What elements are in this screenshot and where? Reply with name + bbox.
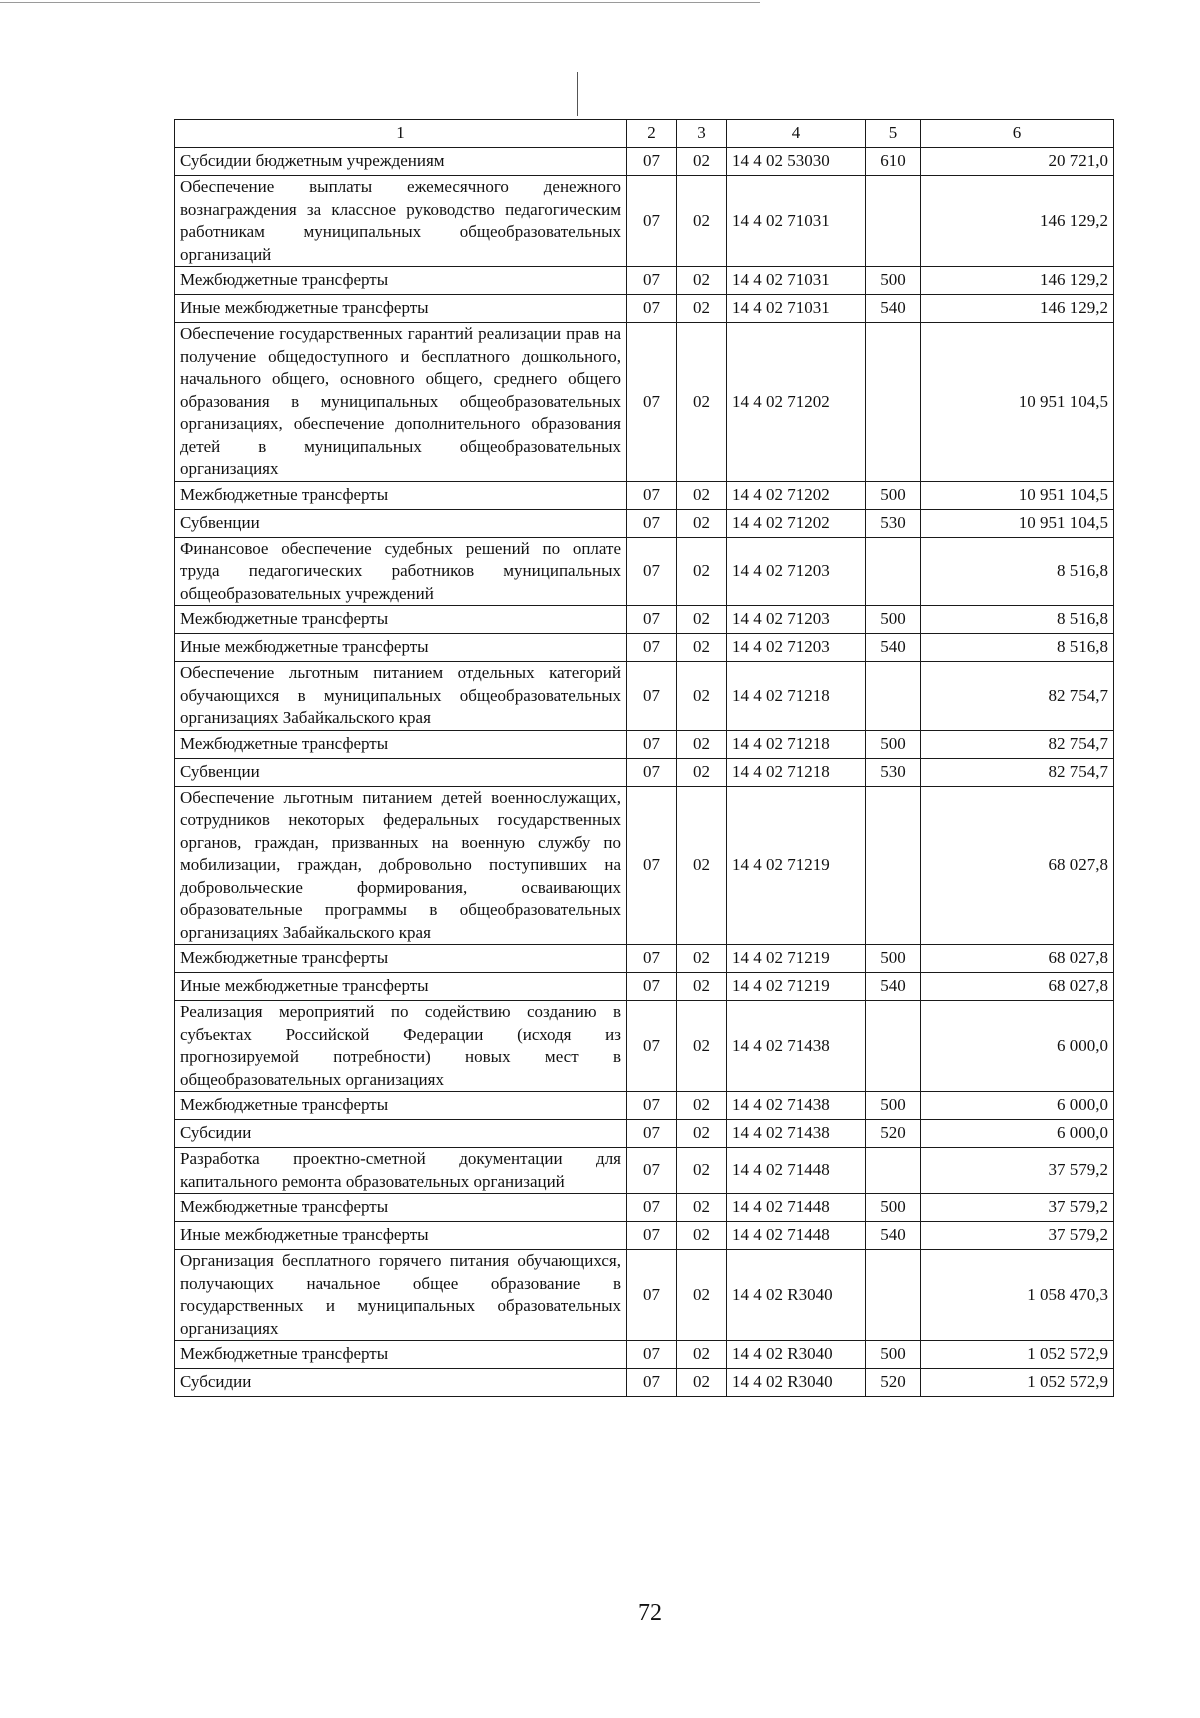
row-expense-type-cell: 520: [866, 1369, 921, 1397]
table-row: [175, 634, 1114, 662]
row-subsection-cell: 02: [677, 1120, 727, 1148]
row-amount-cell: 82 754,7: [921, 758, 1114, 786]
header-col-4: 4: [727, 120, 866, 148]
row-name-cell: Иные межбюджетные трансферты: [175, 634, 627, 662]
table-row: [175, 973, 1114, 1001]
row-amount-cell: 68 027,8: [921, 786, 1114, 945]
row-expense-type-cell: [866, 537, 921, 606]
row-name-cell: Иные межбюджетные трансферты: [175, 973, 627, 1001]
row-name-cell: Субвенции: [175, 758, 627, 786]
row-target-article-cell: 14 4 02 R3040: [727, 1369, 866, 1397]
row-subsection-cell: 02: [677, 1222, 727, 1250]
header-col-1: 1: [175, 120, 627, 148]
row-section-cell: 07: [627, 267, 677, 295]
row-amount-cell: 37 579,2: [921, 1148, 1114, 1194]
row-name-cell: Субсидии бюджетным учреждениям: [175, 148, 627, 176]
table-row: [175, 1369, 1114, 1397]
row-name-cell: Организация бесплатного горячего питания обучающихся, получающих начальное общее образование в государственных и муниципальных образовательных организациях: [175, 1250, 627, 1341]
row-expense-type-cell: 500: [866, 945, 921, 973]
row-expense-type-cell: [866, 323, 921, 482]
row-section-cell: 07: [627, 1148, 677, 1194]
row-name-cell: Обеспечение государственных гарантий реализации прав на получение общедоступного и бесплатного дошкольного, начального общего, основного общего, среднего общего образования в муниципальных общеобразовательных организациях, обеспечение дополнительного образования детей в муниципальных общеобразовательных организациях: [175, 323, 627, 482]
row-target-article-cell: 14 4 02 71203: [727, 537, 866, 606]
row-name-cell: Реализация мероприятий по содействию созданию в субъектах Российской Федерации (исходя из прогнозируемой потребности) новых мест в общеобразовательных организациях: [175, 1001, 627, 1092]
row-name-cell: Межбюджетные трансферты: [175, 606, 627, 634]
row-amount-cell: 8 516,8: [921, 537, 1114, 606]
row-target-article-cell: 14 4 02 71031: [727, 295, 866, 323]
row-subsection-cell: 02: [677, 537, 727, 606]
row-section-cell: 07: [627, 323, 677, 482]
header-col-2: 2: [627, 120, 677, 148]
row-expense-type-cell: 540: [866, 295, 921, 323]
row-section-cell: 07: [627, 634, 677, 662]
table-row: [175, 730, 1114, 758]
row-name-cell: Обеспечение выплаты ежемесячного денежного вознаграждения за классное руководство педагогическим работникам муниципальных общеобразовательных организаций: [175, 176, 627, 267]
table-row: [175, 267, 1114, 295]
row-name-cell: Межбюджетные трансферты: [175, 945, 627, 973]
header-col-6: 6: [921, 120, 1114, 148]
row-subsection-cell: 02: [677, 323, 727, 482]
row-subsection-cell: 02: [677, 1001, 727, 1092]
row-amount-cell: 1 052 572,9: [921, 1369, 1114, 1397]
row-section-cell: 07: [627, 148, 677, 176]
row-section-cell: 07: [627, 1092, 677, 1120]
row-name-cell: Межбюджетные трансферты: [175, 481, 627, 509]
table-row: [175, 1120, 1114, 1148]
row-name-cell: Разработка проектно-сметной документации для капитального ремонта образовательных организаций: [175, 1148, 627, 1194]
row-name-cell: Иные межбюджетные трансферты: [175, 1222, 627, 1250]
row-expense-type-cell: 500: [866, 1092, 921, 1120]
row-amount-cell: 1 058 470,3: [921, 1250, 1114, 1341]
table-row: [175, 1341, 1114, 1369]
row-expense-type-cell: [866, 1001, 921, 1092]
row-section-cell: 07: [627, 1194, 677, 1222]
row-expense-type-cell: 500: [866, 481, 921, 509]
row-subsection-cell: 02: [677, 267, 727, 295]
row-amount-cell: 1 052 572,9: [921, 1341, 1114, 1369]
row-target-article-cell: 14 4 02 53030: [727, 148, 866, 176]
row-amount-cell: 6 000,0: [921, 1001, 1114, 1092]
row-target-article-cell: 14 4 02 R3040: [727, 1250, 866, 1341]
row-name-cell: Субсидии: [175, 1369, 627, 1397]
table-row: [175, 662, 1114, 731]
row-target-article-cell: 14 4 02 71218: [727, 758, 866, 786]
table-row: [175, 1194, 1114, 1222]
row-target-article-cell: 14 4 02 71448: [727, 1148, 866, 1194]
table-row: [175, 1092, 1114, 1120]
row-expense-type-cell: [866, 176, 921, 267]
row-expense-type-cell: [866, 1250, 921, 1341]
row-target-article-cell: 14 4 02 71203: [727, 634, 866, 662]
row-subsection-cell: 02: [677, 662, 727, 731]
row-subsection-cell: 02: [677, 606, 727, 634]
table-header-row: [175, 120, 1114, 148]
row-subsection-cell: 02: [677, 945, 727, 973]
row-target-article-cell: 14 4 02 71031: [727, 176, 866, 267]
row-name-cell: Иные межбюджетные трансферты: [175, 295, 627, 323]
row-section-cell: 07: [627, 1341, 677, 1369]
row-expense-type-cell: 500: [866, 1194, 921, 1222]
table-row: [175, 945, 1114, 973]
row-amount-cell: 82 754,7: [921, 662, 1114, 731]
row-expense-type-cell: 540: [866, 973, 921, 1001]
row-section-cell: 07: [627, 662, 677, 731]
row-subsection-cell: 02: [677, 786, 727, 945]
row-expense-type-cell: [866, 662, 921, 731]
table-row: [175, 1148, 1114, 1194]
row-name-cell: Финансовое обеспечение судебных решений по оплате труда педагогических работников муниципальных общеобразовательных учреждений: [175, 537, 627, 606]
table-row: [175, 758, 1114, 786]
row-target-article-cell: 14 4 02 71448: [727, 1194, 866, 1222]
row-amount-cell: 10 951 104,5: [921, 509, 1114, 537]
row-subsection-cell: 02: [677, 634, 727, 662]
row-name-cell: Субсидии: [175, 1120, 627, 1148]
row-target-article-cell: 14 4 02 71219: [727, 786, 866, 945]
table-row: [175, 537, 1114, 606]
table-row: [175, 481, 1114, 509]
row-subsection-cell: 02: [677, 1369, 727, 1397]
row-amount-cell: 82 754,7: [921, 730, 1114, 758]
row-target-article-cell: 14 4 02 71448: [727, 1222, 866, 1250]
row-section-cell: 07: [627, 1001, 677, 1092]
table-row: [175, 786, 1114, 945]
row-amount-cell: 68 027,8: [921, 973, 1114, 1001]
row-expense-type-cell: 500: [866, 730, 921, 758]
row-expense-type-cell: 540: [866, 1222, 921, 1250]
row-amount-cell: 10 951 104,5: [921, 481, 1114, 509]
row-section-cell: 07: [627, 758, 677, 786]
row-target-article-cell: 14 4 02 71219: [727, 945, 866, 973]
row-section-cell: 07: [627, 509, 677, 537]
row-amount-cell: 37 579,2: [921, 1222, 1114, 1250]
table-row: [175, 148, 1114, 176]
row-amount-cell: 6 000,0: [921, 1092, 1114, 1120]
row-subsection-cell: 02: [677, 758, 727, 786]
row-subsection-cell: 02: [677, 509, 727, 537]
table-body: [175, 148, 1114, 1397]
scan-top-rule: [0, 2, 760, 3]
row-target-article-cell: 14 4 02 71218: [727, 730, 866, 758]
row-subsection-cell: 02: [677, 973, 727, 1001]
row-target-article-cell: 14 4 02 71202: [727, 509, 866, 537]
row-subsection-cell: 02: [677, 1194, 727, 1222]
row-target-article-cell: 14 4 02 71438: [727, 1001, 866, 1092]
row-subsection-cell: 02: [677, 148, 727, 176]
row-expense-type-cell: 530: [866, 758, 921, 786]
row-target-article-cell: 14 4 02 71203: [727, 606, 866, 634]
row-amount-cell: 146 129,2: [921, 267, 1114, 295]
row-section-cell: 07: [627, 973, 677, 1001]
row-expense-type-cell: 540: [866, 634, 921, 662]
row-amount-cell: 37 579,2: [921, 1194, 1114, 1222]
row-subsection-cell: 02: [677, 1148, 727, 1194]
row-expense-type-cell: 500: [866, 606, 921, 634]
row-amount-cell: 146 129,2: [921, 295, 1114, 323]
row-section-cell: 07: [627, 786, 677, 945]
row-expense-type-cell: 530: [866, 509, 921, 537]
row-amount-cell: 68 027,8: [921, 945, 1114, 973]
row-subsection-cell: 02: [677, 295, 727, 323]
row-amount-cell: 8 516,8: [921, 606, 1114, 634]
row-target-article-cell: 14 4 02 71218: [727, 662, 866, 731]
table-row: [175, 1001, 1114, 1092]
row-target-article-cell: 14 4 02 71438: [727, 1120, 866, 1148]
table-row: [175, 176, 1114, 267]
row-name-cell: Межбюджетные трансферты: [175, 267, 627, 295]
table-row: [175, 606, 1114, 634]
row-name-cell: Субвенции: [175, 509, 627, 537]
table-row: [175, 323, 1114, 482]
budget-table: [174, 119, 1114, 1397]
row-section-cell: 07: [627, 1250, 677, 1341]
row-target-article-cell: 14 4 02 71438: [727, 1092, 866, 1120]
row-target-article-cell: 14 4 02 71219: [727, 973, 866, 1001]
row-expense-type-cell: 610: [866, 148, 921, 176]
row-section-cell: 07: [627, 481, 677, 509]
row-name-cell: Межбюджетные трансферты: [175, 1092, 627, 1120]
row-subsection-cell: 02: [677, 176, 727, 267]
header-col-5: 5: [866, 120, 921, 148]
table-row: [175, 295, 1114, 323]
row-amount-cell: 8 516,8: [921, 634, 1114, 662]
row-subsection-cell: 02: [677, 730, 727, 758]
row-section-cell: 07: [627, 945, 677, 973]
row-target-article-cell: 14 4 02 71202: [727, 323, 866, 482]
row-name-cell: Межбюджетные трансферты: [175, 730, 627, 758]
scan-margin-mark: [577, 72, 578, 116]
row-section-cell: 07: [627, 537, 677, 606]
row-expense-type-cell: [866, 1148, 921, 1194]
header-col-3: 3: [677, 120, 727, 148]
row-section-cell: 07: [627, 1222, 677, 1250]
row-section-cell: 07: [627, 606, 677, 634]
row-subsection-cell: 02: [677, 1341, 727, 1369]
table-row: [175, 509, 1114, 537]
row-name-cell: Обеспечение льготным питанием отдельных категорий обучающихся в муниципальных общеобразовательных организациях Забайкальского края: [175, 662, 627, 731]
row-name-cell: Межбюджетные трансферты: [175, 1194, 627, 1222]
row-expense-type-cell: 500: [866, 1341, 921, 1369]
row-target-article-cell: 14 4 02 71031: [727, 267, 866, 295]
page-number: 72: [638, 1600, 662, 1626]
table-row: [175, 1250, 1114, 1341]
row-amount-cell: 20 721,0: [921, 148, 1114, 176]
row-section-cell: 07: [627, 1369, 677, 1397]
row-amount-cell: 6 000,0: [921, 1120, 1114, 1148]
row-section-cell: 07: [627, 295, 677, 323]
row-expense-type-cell: 520: [866, 1120, 921, 1148]
row-name-cell: Межбюджетные трансферты: [175, 1341, 627, 1369]
row-target-article-cell: 14 4 02 71202: [727, 481, 866, 509]
row-amount-cell: 146 129,2: [921, 176, 1114, 267]
row-subsection-cell: 02: [677, 481, 727, 509]
row-section-cell: 07: [627, 176, 677, 267]
row-name-cell: Обеспечение льготным питанием детей военнослужащих, сотрудников некоторых федеральных государственных органов, граждан, призванных на военную службу по мобилизации, граждан, добровольно поступивших на добровольческие формирования, осваивающих образовательные программы в общеобразовательных организациях Забайкальского края: [175, 786, 627, 945]
row-section-cell: 07: [627, 730, 677, 758]
row-expense-type-cell: [866, 786, 921, 945]
row-subsection-cell: 02: [677, 1092, 727, 1120]
row-target-article-cell: 14 4 02 R3040: [727, 1341, 866, 1369]
row-expense-type-cell: 500: [866, 267, 921, 295]
row-subsection-cell: 02: [677, 1250, 727, 1341]
row-amount-cell: 10 951 104,5: [921, 323, 1114, 482]
row-section-cell: 07: [627, 1120, 677, 1148]
table-row: [175, 1222, 1114, 1250]
